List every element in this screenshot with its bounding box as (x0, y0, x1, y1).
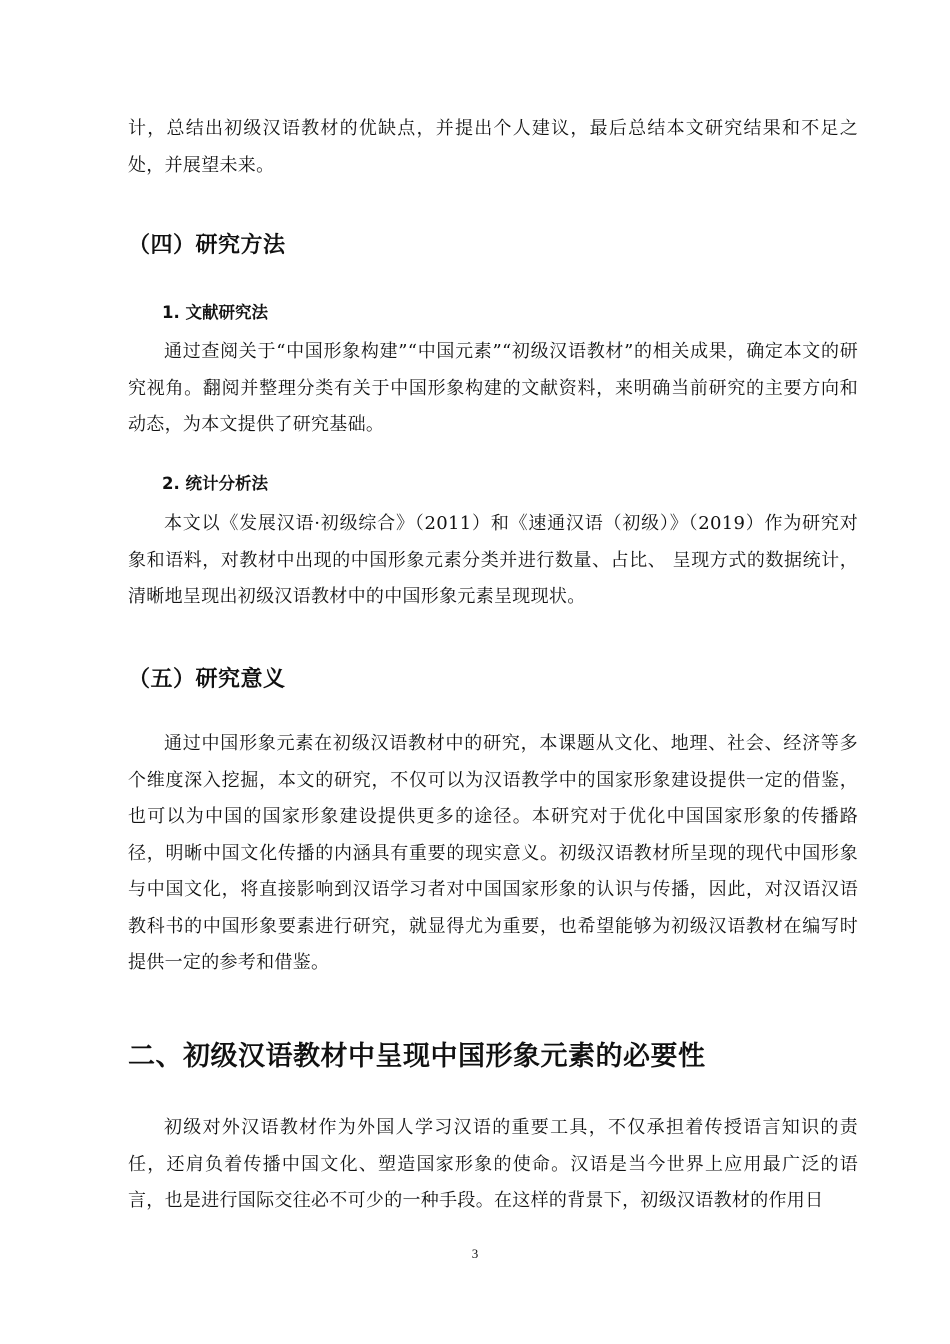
paragraph-literature-method: 通过查阅关于“中国形象构建”“中国元素”“初级汉语教材”的相关成果，确定本文的研究视角。翻阅并整理分类有关于中国形象构建的文献资料，来明确当前研究的主要方向和动态，为本文提供了研究基础。 (128, 341, 858, 435)
paragraph-intro-end: 计，总结出初级汉语教材的优缺点，并提出个人建议，最后总结本文研究结果和不足之处，并展望未来。 (128, 118, 858, 176)
page-number: 3 (471, 1246, 479, 1261)
paragraph-research-significance: 通过中国形象元素在初级汉语教材中的研究，本课题从文化、地理、社会、经济等多个维度深入挖掘，本文的研究，不仅可以为汉语教学中的国家形象建设提供一定的借鉴，也可以为中国的国家形象建设提供更多的途径。本研究对于优化中国国家形象的传播路径，明晰中国文化传播的内涵具有重要的现实意义。初级汉语教材所呈现的现代中国形象与中国文化，将直接影响到汉语学习者对中国国家形象的认识与传播，因此，对汉语汉语教科书的中国形象要素进行研究，就显得尤为重要，也希望能够为初级汉语教材在编写时提供一定的参考和借鉴。 (128, 733, 858, 973)
subheading-statistical-method: 2. 统计分析法 (162, 474, 268, 493)
subheading-literature-method: 1. 文献研究法 (162, 303, 268, 322)
paragraph-statistical-method: 本文以《发展汉语·初级综合》（2011）和《速通汉语（初级）》（2019）作为研究对象和语料，对教材中出现的中国形象元素分类并进行数量、占比、 呈现方式的数据统计，清晰地呈现出初级汉语教材中的中国形象元素呈现现状。 (128, 513, 858, 607)
section-heading-research-significance: （五）研究意义 (128, 667, 286, 692)
section-heading-research-methods: （四）研究方法 (128, 233, 286, 258)
paragraph-chapter2: 初级对外汉语教材作为外国人学习汉语的重要工具，不仅承担着传授语言知识的责任，还肩负着传播中国文化、塑造国家形象的使命。汉语是当今世界上应用最广泛的语言，也是进行国际交往必不可少的一种手段。在这样的背景下，初级汉语教材的作用日 (128, 1117, 858, 1211)
chapter-heading-2: 二、初级汉语教材中呈现中国形象元素的必要性 (128, 1041, 706, 1072)
